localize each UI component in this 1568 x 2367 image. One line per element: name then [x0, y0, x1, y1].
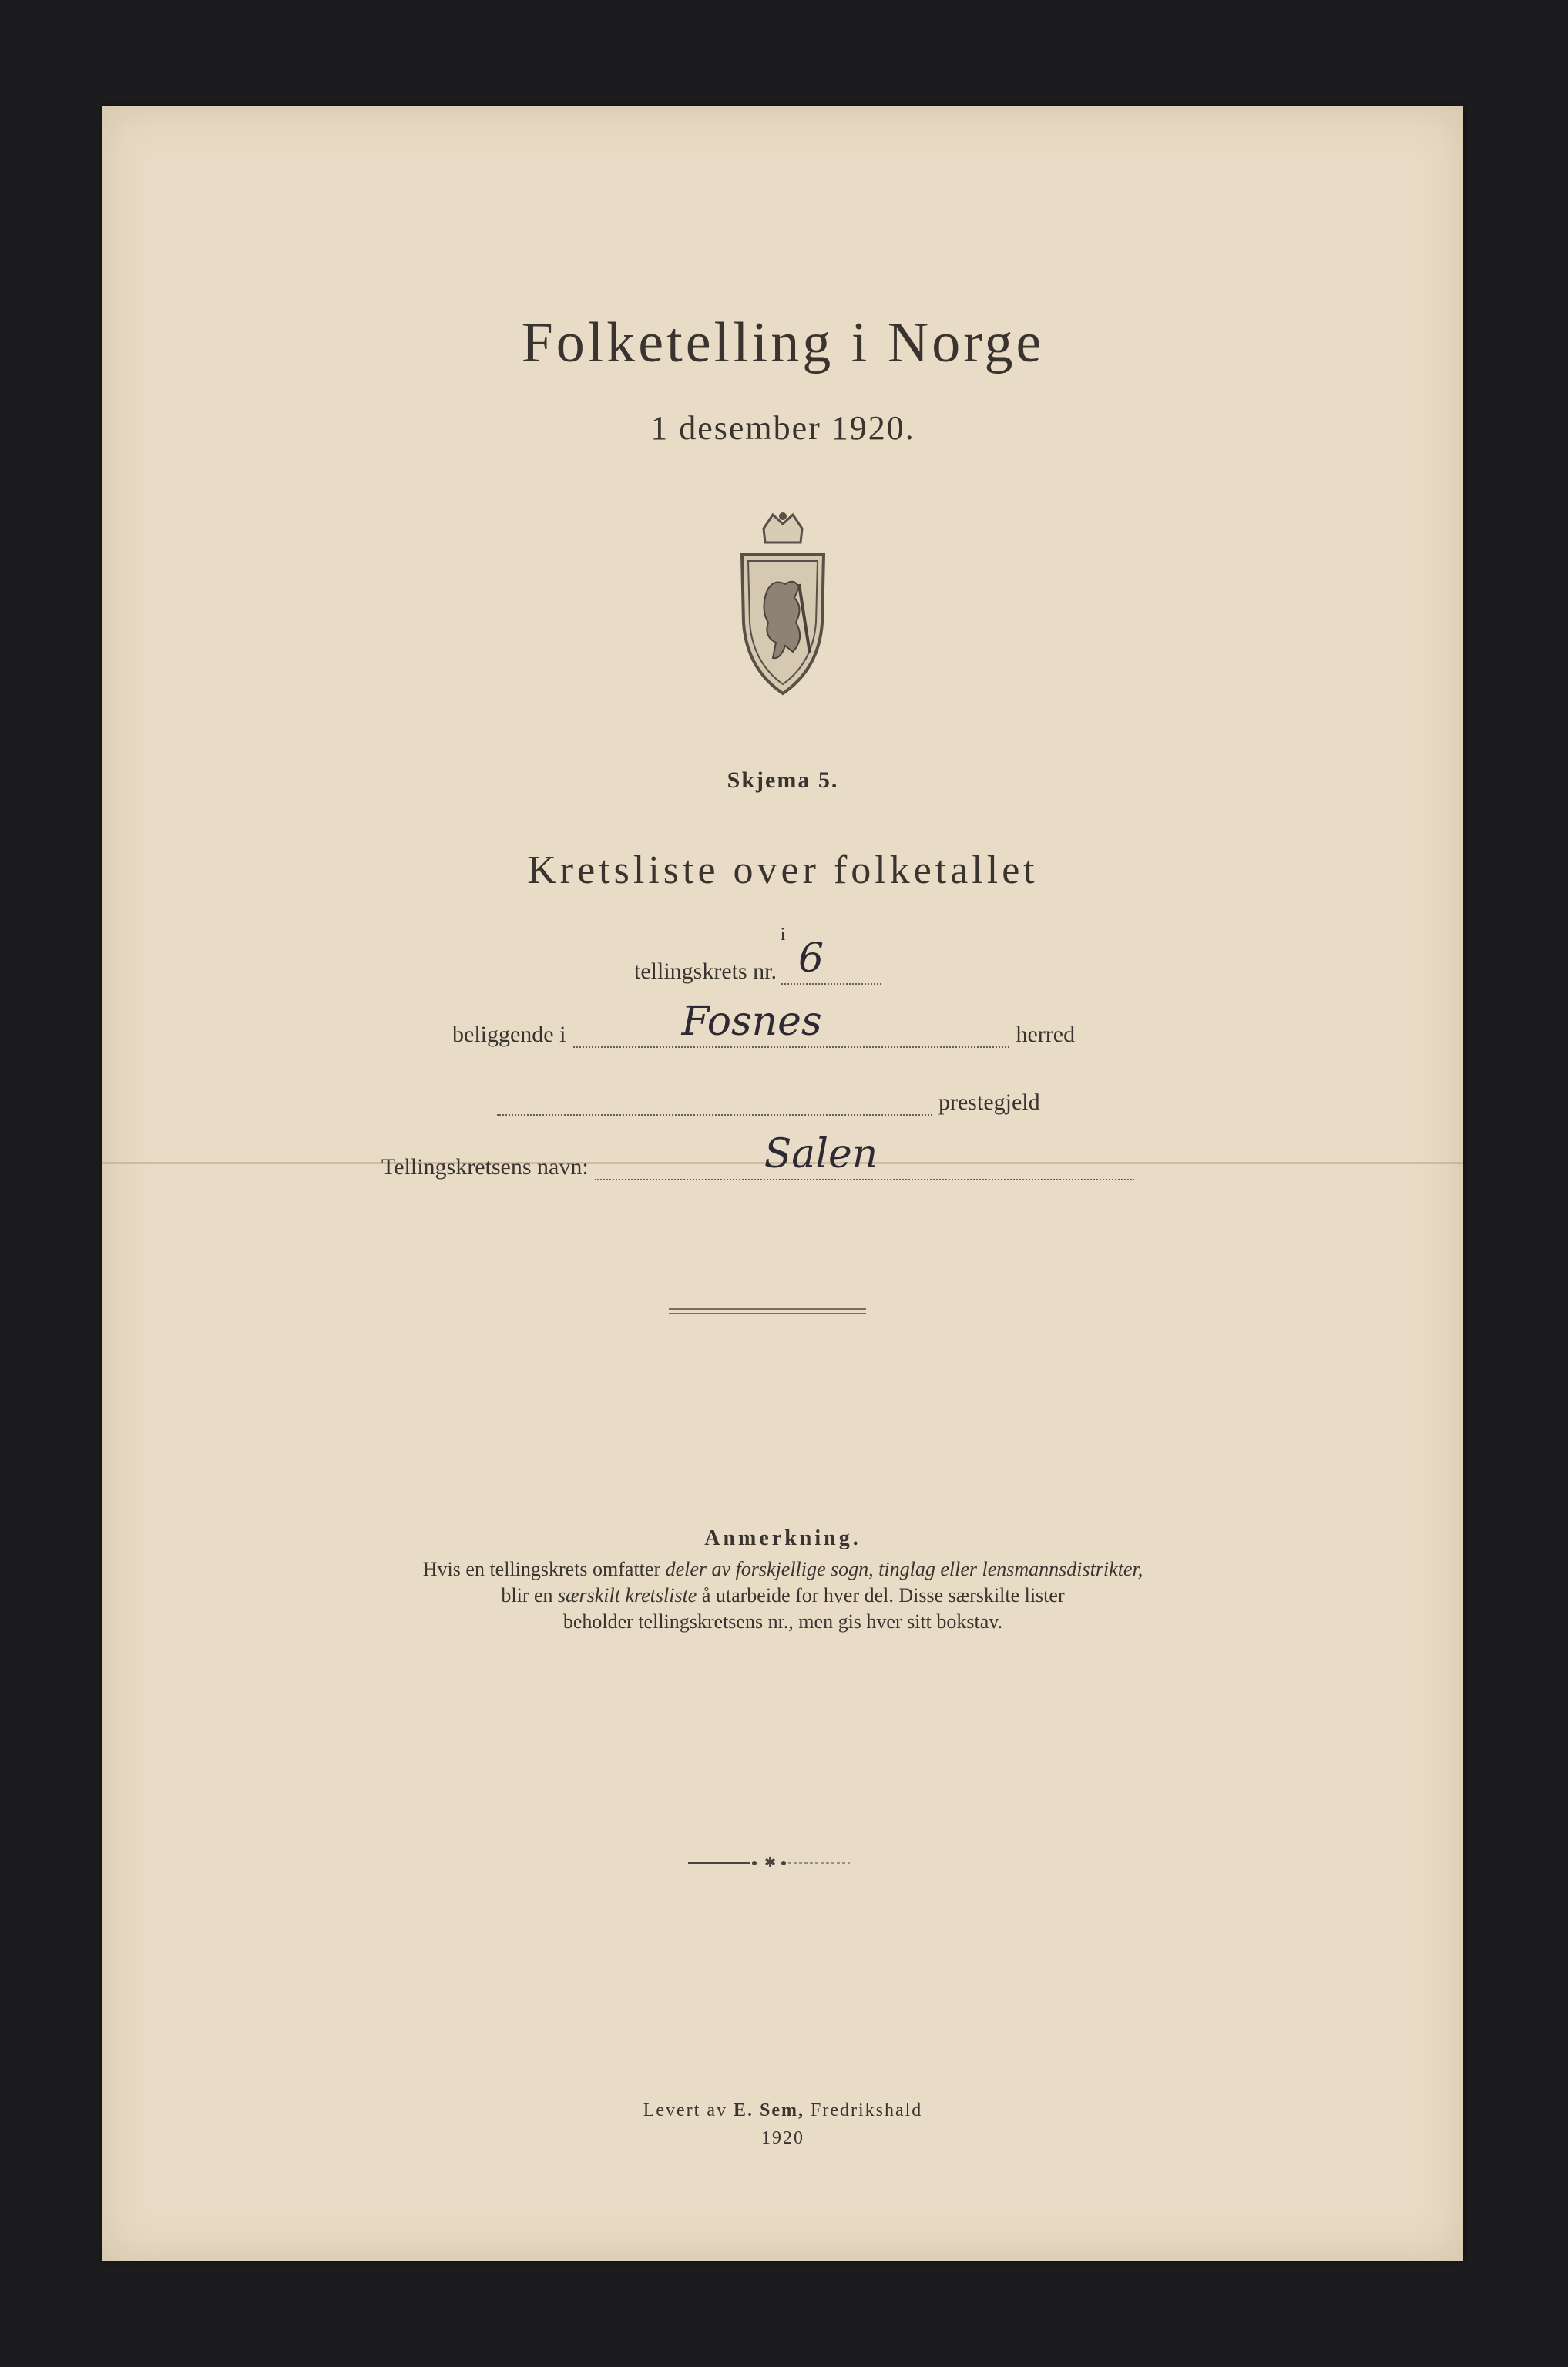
schema-number: Skjema 5.: [727, 767, 839, 793]
prestegjeld-row: [497, 1083, 1040, 1116]
divider-rule: [669, 1308, 866, 1310]
printer-name: E. Sem,: [733, 2100, 804, 2120]
printer-city: Fredrikshald: [804, 2100, 923, 2120]
printer-prefix: Levert av: [643, 2100, 734, 2120]
ornament-divider-icon: [688, 1855, 850, 1871]
remark-line-2-italic: særskilt kretsliste: [558, 1584, 697, 1607]
norwegian-coat-of-arms-icon: [719, 507, 847, 700]
navn-value: Salen: [764, 1131, 878, 1177]
krets-number-value: 6: [797, 935, 824, 982]
svg-text:✱: ✱: [764, 1855, 777, 1871]
printer-year: 1920: [761, 2128, 804, 2148]
herred-suffix: herred: [1016, 1022, 1076, 1047]
census-form-page: [102, 106, 1463, 2261]
remark-title: Anmerkning.: [704, 1526, 861, 1550]
krets-number-label: tellingskrets nr.: [634, 959, 777, 984]
remark-text: [257, 1556, 1309, 1635]
remark-line-1: [257, 1556, 1309, 1583]
prestegjeld-field[interactable]: [497, 1083, 932, 1116]
navn-row: [381, 1131, 1134, 1180]
herred-field[interactable]: [573, 999, 1009, 1048]
form-heading: Kretsliste over folketallet: [527, 848, 1039, 892]
navn-label: Tellingskretsens navn:: [381, 1154, 589, 1180]
navn-field[interactable]: [595, 1131, 1134, 1180]
remark-line-2-rest: å utarbeide for hver del. Disse særskilte lister: [697, 1584, 1065, 1607]
form-title: Folketelling i Norge: [521, 311, 1045, 374]
remark-line-1-plain: Hvis en tellingskrets omfatter: [422, 1558, 666, 1580]
form-date: 1 desember 1920.: [650, 409, 915, 447]
remark-line-3: beholder tellingskretsens nr., men gis hver sitt bokstav.: [562, 1610, 1003, 1633]
preposition: i: [780, 925, 786, 945]
herred-prefix: beliggende i: [452, 1022, 566, 1047]
printer-line: [102, 2100, 1463, 2121]
prestegjeld-suffix: prestegjeld: [938, 1089, 1040, 1115]
remark-line-1-italic: deler av forskjellige sogn, tinglag eller lensmannsdistrikter,: [665, 1558, 1143, 1580]
remark-line-2-plain: blir en: [501, 1584, 559, 1607]
krets-number-field[interactable]: [781, 935, 881, 985]
herred-row: [452, 999, 1076, 1048]
krets-number-row: [634, 935, 881, 985]
divider-rule-thin: [669, 1313, 866, 1314]
remark-line-2: [257, 1583, 1309, 1609]
herred-value: Fosnes: [681, 999, 822, 1045]
